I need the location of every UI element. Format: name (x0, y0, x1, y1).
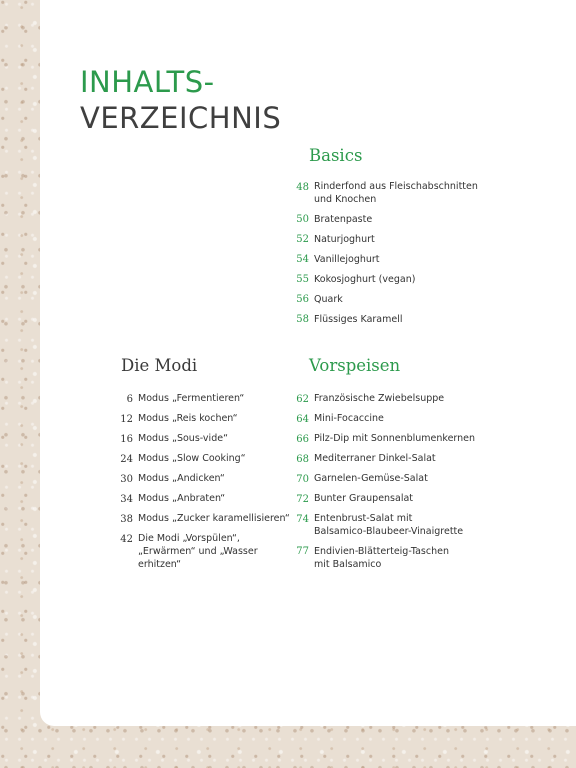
toc-page-number: 38 (120, 513, 133, 525)
toc-page-number: 54 (296, 254, 309, 265)
toc-entry-title: Kokosjoghurt (vegan) (314, 273, 416, 285)
toc-page-number: 12 (120, 413, 133, 425)
toc-entry[interactable] (282, 545, 475, 571)
toc-entry[interactable] (282, 452, 475, 466)
toc-entry[interactable] (282, 253, 478, 267)
toc-entry-title: Naturjoghurt (314, 233, 375, 245)
toc-entry[interactable] (282, 180, 478, 206)
toc-entry-title: Mini-Focaccine (314, 413, 384, 424)
toc-entry[interactable] (282, 392, 475, 406)
toc-page-number: 16 (120, 433, 133, 445)
toc-page-number: 50 (296, 214, 309, 225)
toc-page-number: 74 (296, 513, 309, 525)
content-page (40, 0, 576, 726)
toc-entry[interactable] (106, 492, 290, 506)
toc-entry-title: Mediterraner Dinkel-Salat (314, 453, 436, 464)
toc-entry-title: Endivien-Blätterteig-Taschen mit Balsamico (314, 545, 449, 570)
toc-entry-title: Modus „Andicken“ (138, 473, 225, 484)
toc-entry-title: Entenbrust-Salat mit Balsamico-Blaubeer-Vinaigrette (314, 513, 464, 537)
toc-page-number: 70 (296, 473, 309, 485)
toc-entry[interactable] (282, 432, 475, 446)
toc-entry[interactable] (106, 452, 290, 466)
toc-entry-title: Vanillejoghurt (314, 253, 380, 265)
toc-entry-title: Modus „Fermentieren“ (138, 393, 245, 404)
toc-entry-title: Garnelen-Gemüse-Salat (314, 473, 428, 484)
toc-entry-title: Französische Zwiebelsuppe (314, 393, 445, 404)
toc-entry-title: Quark (314, 293, 343, 305)
toc-entry-title: Modus „Slow Cooking“ (138, 453, 246, 464)
toc-list-basics (282, 180, 478, 333)
toc-entry-title: Bratenpaste (314, 213, 373, 225)
toc-page-number: 34 (120, 493, 133, 505)
section-heading-modi: Die Modi (121, 356, 198, 375)
toc-page-number: 58 (296, 314, 309, 325)
toc-entry[interactable] (106, 432, 290, 446)
toc-entry-title: Flüssiges Karamell (314, 313, 403, 325)
page-title (80, 64, 281, 136)
section-heading-vorspeisen: Vorspeisen (309, 356, 401, 375)
toc-page-number: 6 (126, 393, 133, 405)
toc-page-number: 30 (120, 473, 133, 485)
toc-page-number: 77 (296, 546, 309, 557)
toc-entry[interactable] (282, 213, 478, 227)
toc-entry-title: Bunter Graupensalat (314, 493, 414, 504)
toc-entry[interactable] (282, 293, 478, 307)
toc-entry[interactable] (282, 492, 475, 506)
toc-page-number: 72 (296, 493, 309, 505)
toc-page-number: 42 (120, 533, 133, 545)
toc-entry[interactable] (106, 472, 290, 486)
toc-page-number: 52 (296, 234, 309, 245)
page-title-line-1: INHALTS- (80, 65, 215, 99)
toc-entry[interactable] (282, 233, 478, 247)
toc-entry[interactable] (282, 472, 475, 486)
toc-entry-title: Modus „Reis kochen“ (138, 413, 238, 424)
toc-entry[interactable] (106, 512, 290, 526)
toc-entry-title: Modus „Sous-vide“ (138, 433, 228, 444)
toc-page-number: 64 (296, 413, 309, 425)
section-heading-basics: Basics (309, 146, 363, 165)
toc-page-number: 48 (296, 181, 309, 193)
toc-entry-title: Modus „Anbraten“ (138, 493, 226, 504)
toc-entry[interactable] (282, 512, 475, 538)
toc-entry-title: Pilz-Dip mit Sonnenblumenkernen (314, 433, 476, 444)
toc-page-number: 62 (296, 393, 309, 405)
toc-page-number: 55 (296, 274, 309, 285)
page-title-line-2: VERZEICHNIS (80, 101, 282, 135)
toc-entry[interactable] (282, 412, 475, 426)
toc-entry[interactable] (282, 273, 478, 287)
toc-page-number: 66 (296, 433, 309, 445)
toc-page-number: 68 (296, 453, 309, 465)
toc-entry[interactable] (106, 392, 290, 406)
toc-list-modi (106, 392, 290, 578)
toc-entry-title: Rinderfond aus Fleischabschnitten und Knochen (314, 181, 478, 205)
toc-entry[interactable] (106, 412, 290, 426)
toc-page-number: 24 (120, 453, 133, 465)
toc-list-vorspeisen (282, 392, 475, 577)
toc-entry[interactable] (282, 313, 478, 327)
toc-entry[interactable] (106, 532, 290, 571)
toc-entry-title: Die Modi „Vorspülen“, „Erwärmen“ und „Wasser erhitzen“ (138, 533, 258, 570)
toc-entry-title: Modus „Zucker karamellisieren“ (138, 513, 290, 524)
toc-page-number: 56 (296, 294, 309, 305)
